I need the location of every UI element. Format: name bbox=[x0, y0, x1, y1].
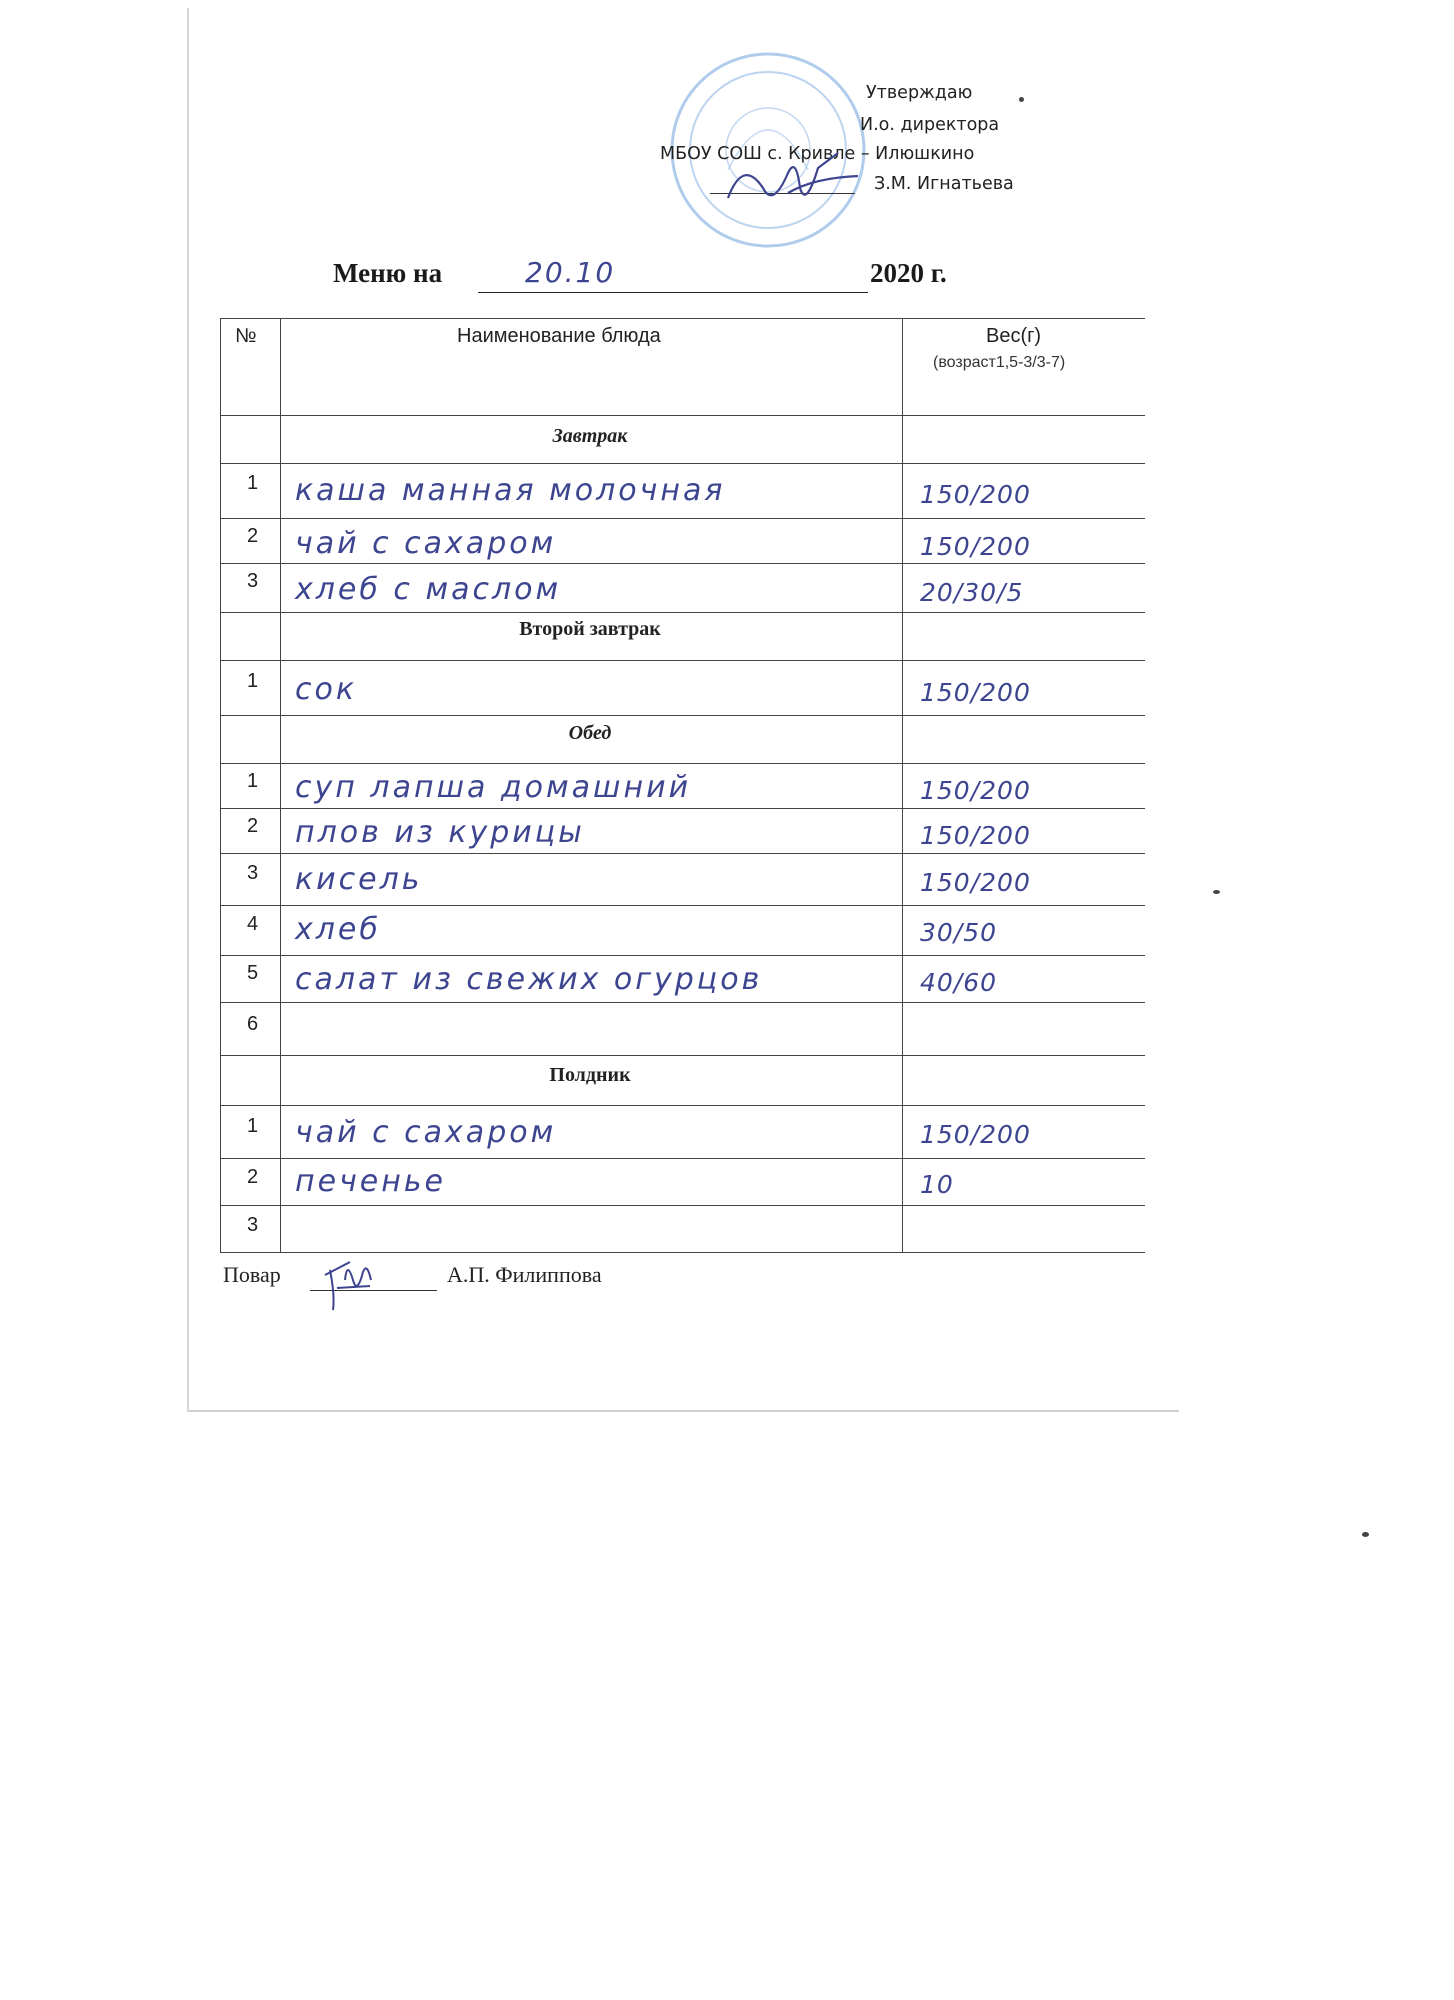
dish-weight: 30/50 bbox=[920, 918, 998, 947]
dish-weight: 150/200 bbox=[920, 678, 1031, 707]
row-number: 1 bbox=[247, 1115, 259, 1137]
approval-school: МБОУ СОШ с. Кривле – Илюшкино bbox=[660, 144, 975, 164]
date-underline bbox=[478, 292, 868, 293]
scan-speck bbox=[1213, 890, 1220, 894]
row-number: 2 bbox=[247, 1166, 259, 1188]
dish-name: сок bbox=[295, 672, 357, 707]
scan-speck bbox=[1362, 1532, 1369, 1537]
header-dish-name: Наименование блюда bbox=[457, 325, 661, 347]
row-number: 4 bbox=[247, 913, 259, 935]
dish-name: хлеб bbox=[295, 912, 381, 947]
approval-director-name: З.М. Игнатьева bbox=[874, 174, 1014, 194]
cook-name: А.П. Филиппова bbox=[447, 1262, 602, 1287]
dish-name: чай с сахаром bbox=[295, 526, 557, 561]
dish-name: печенье bbox=[295, 1164, 447, 1199]
dish-name: салат из свежих огурцов bbox=[295, 962, 763, 997]
header-weight-age: (возраст1,5-3/3-7) bbox=[933, 354, 1066, 371]
row-number: 5 bbox=[247, 962, 259, 984]
row-number: 2 bbox=[247, 525, 259, 547]
dish-name: суп лапша домашний bbox=[295, 770, 692, 805]
row-number: 3 bbox=[247, 862, 259, 884]
dish-name: чай с сахаром bbox=[295, 1115, 557, 1150]
approval-title: Утверждаю bbox=[866, 83, 973, 103]
menu-date: 20.10 bbox=[525, 256, 616, 289]
dish-weight: 150/200 bbox=[920, 1120, 1031, 1149]
dish-name: плов из курицы bbox=[295, 815, 585, 850]
row-number: 2 bbox=[247, 815, 259, 837]
dish-weight: 150/200 bbox=[920, 821, 1031, 850]
section-breakfast: Завтрак bbox=[552, 425, 628, 447]
row-number: 3 bbox=[247, 1214, 259, 1236]
row-number: 1 bbox=[247, 770, 259, 792]
dish-name: хлеб с маслом bbox=[295, 572, 562, 607]
dish-name: кисель bbox=[295, 862, 423, 897]
header-number: № bbox=[235, 325, 257, 347]
cook-signature bbox=[315, 1250, 385, 1320]
menu-year: 2020 г. bbox=[870, 258, 947, 288]
dish-weight: 150/200 bbox=[920, 480, 1031, 509]
row-number: 3 bbox=[247, 570, 259, 592]
dish-weight: 40/60 bbox=[920, 968, 998, 997]
row-number: 1 bbox=[247, 670, 259, 692]
header-weight: Вес(г) bbox=[986, 325, 1042, 347]
scan-speck bbox=[1019, 97, 1024, 102]
cook-label: Повар bbox=[223, 1262, 281, 1287]
director-signature bbox=[718, 148, 868, 218]
dish-weight: 150/200 bbox=[920, 776, 1031, 805]
dish-weight: 150/200 bbox=[920, 532, 1031, 561]
dish-weight: 10 bbox=[920, 1170, 954, 1199]
dish-name: каша манная молочная bbox=[295, 473, 726, 508]
section-second-breakfast: Второй завтрак bbox=[519, 618, 661, 640]
section-lunch: Обед bbox=[568, 722, 612, 744]
menu-title: Меню на bbox=[333, 258, 443, 288]
approval-position: И.о. директора bbox=[860, 115, 1000, 135]
section-afternoon-snack: Полдник bbox=[549, 1064, 631, 1086]
dish-weight: 20/30/5 bbox=[920, 578, 1024, 607]
row-number: 6 bbox=[247, 1013, 259, 1035]
dish-weight: 150/200 bbox=[920, 868, 1031, 897]
row-number: 1 bbox=[247, 472, 259, 494]
